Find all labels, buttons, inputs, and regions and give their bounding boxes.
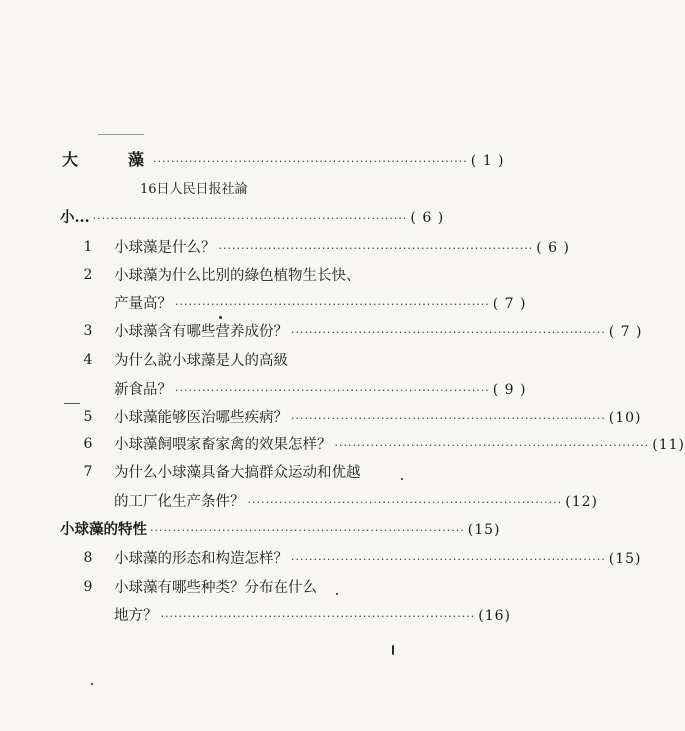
toc-entry-num: 9 (83, 579, 93, 595)
toc-entry-4-cont (114, 380, 527, 401)
toc-entry-title: 小球藻能够医治哪些疾病？ (114, 410, 288, 426)
scan-speck (392, 645, 394, 655)
toc-entry-title: 为什么說小球藻是人的高級 (114, 353, 288, 369)
toc-section-1-page: ( 6 ) (410, 210, 445, 226)
scan-speck (91, 683, 93, 685)
toc-entry-page: ( 6 ) (536, 240, 570, 256)
toc-entry-title: 小球藻飼喂家畜家禽的效果怎样？ (114, 437, 332, 453)
toc-entry-title-cont: 地方？ (114, 608, 158, 624)
toc-header-page: ( 1 ) (470, 153, 505, 169)
toc-entry-title-cont: 的工厂化生产条件？ (114, 494, 245, 510)
toc-entry-num: 4 (83, 352, 93, 368)
toc-leader: ······································································ (247, 496, 563, 509)
toc-entry-num: 5 (83, 409, 93, 425)
toc-entry-title: 小球藻有哪些种类？分布在什么 (114, 580, 317, 596)
scan-speck (219, 316, 222, 319)
toc-section-1-title: 小... (60, 209, 90, 226)
toc-entry-page: (16) (478, 608, 512, 624)
toc-entry-2-cont (114, 294, 527, 315)
toc-header-title: 大 藻 (62, 150, 151, 169)
toc-entry-num: 1 (83, 239, 93, 255)
toc-entry-title: 小球藻是什么？ (114, 240, 216, 256)
toc-section-2-title: 小球藻的特性 (60, 521, 147, 538)
toc-entry-7 (114, 463, 428, 483)
toc-leader: ······································································ (92, 212, 408, 225)
scan-speck (336, 593, 338, 595)
toc-leader: ······································································ (175, 384, 490, 397)
toc-entry-page: (10) (608, 410, 642, 426)
scan-mark (64, 403, 80, 404)
toc-entry-title: 小球藻含有哪些营养成份？ (114, 324, 288, 340)
toc-entry-5 (114, 408, 642, 429)
toc-leader: ······································································ (291, 412, 606, 425)
toc-entry-num: 6 (83, 436, 93, 452)
toc-entry-1 (114, 238, 570, 259)
toc-entry-8 (114, 549, 642, 570)
toc-entry-title: 为什么小球藻具备大搞群众运动和优越 (114, 465, 361, 481)
toc-section-2-page: (15) (467, 522, 501, 538)
toc-entry-page: (15) (608, 551, 642, 567)
toc-entry-9-cont (114, 606, 512, 627)
toc-entry-num: 3 (83, 323, 93, 339)
toc-leader: ······································································ (153, 155, 468, 168)
toc-entry-4 (114, 351, 428, 371)
toc-leader: ······································································ (334, 439, 650, 452)
toc-entry-page: (11) (652, 437, 685, 453)
toc-entry-title-cont: 产量高？ (114, 296, 172, 312)
scan-speck (401, 478, 403, 480)
toc-entry-page: ( 7 ) (608, 324, 643, 340)
toc-entry-6 (114, 435, 685, 456)
toc-entry-3 (114, 322, 643, 343)
toc-entry-page: ( 7 ) (492, 296, 527, 312)
toc-entry-title: 小球藻的形态和构造怎样？ (114, 551, 288, 567)
scan-mark (98, 134, 144, 135)
toc-header-subtitle: 16日人民日报社論 (140, 182, 248, 197)
toc-leader: ······································································ (160, 610, 476, 623)
toc-entry-num: 8 (83, 550, 93, 566)
toc-entry-2 (114, 266, 428, 286)
toc-entry-num: 7 (83, 464, 93, 480)
toc-section-2 (60, 520, 501, 541)
toc-header-line (62, 150, 505, 172)
toc-entry-7-cont (114, 492, 599, 513)
toc-entry-title: 小球藻为什么比别的綠色植物生长快、 (114, 268, 361, 284)
toc-entry-num: 2 (83, 267, 93, 283)
toc-leader: ······································································ (291, 553, 606, 566)
toc-leader: ······································································ (175, 298, 490, 311)
toc-entry-9 (114, 578, 428, 598)
toc-entry-title-cont: 新食品？ (114, 382, 172, 398)
toc-entry-page: (12) (565, 494, 599, 510)
toc-section-1 (60, 208, 445, 229)
toc-leader: ······································································ (150, 524, 465, 537)
toc-leader: ······································································ (218, 242, 534, 255)
toc-entry-page: ( 9 ) (492, 382, 527, 398)
toc-leader: ······································································ (291, 326, 606, 339)
